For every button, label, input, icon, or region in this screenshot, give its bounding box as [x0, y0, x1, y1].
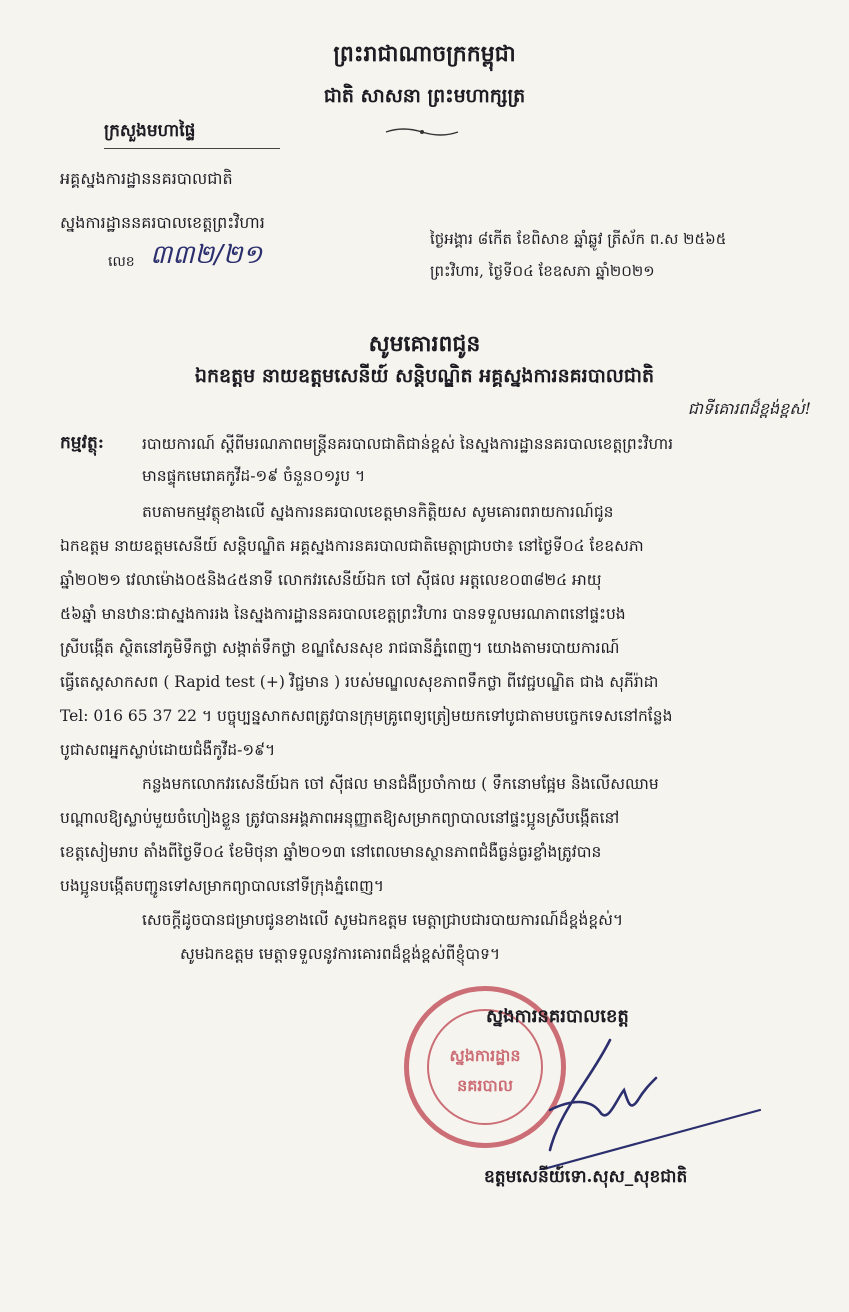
body-line: ស្រីបង្កើត ស្ថិតនៅភូមិទឹកថ្លា សង្កាត់ទឹកថ្លា ខណ្ឌសែនសុខ រាជធានីភ្នំពេញ។ យោងតាមរបាយការណ៍ [60, 639, 620, 657]
ministry-underline [104, 148, 280, 149]
signatory-title: ស្នងការនគរបាលខេត្ត [486, 1006, 629, 1027]
signer-name: ឧត្តមសេនីយ៍ទោ.សុស_សុខជាតិ [484, 1167, 688, 1187]
department-line-2: ស្នងការដ្ឋាននគរបាលខេត្តព្រះវិហារ [60, 213, 265, 232]
lunar-date: ថ្ងៃអង្គារ ៨កេីត ខែពិសាខ ឆ្នាំឆ្លូវ ត្រីស័ក ព.ស ២៥៦៥ [430, 230, 727, 248]
body-line: ឯកឧត្តម នាយឧត្តមសេនីយ៍ សន្តិបណ្ឌិត អគ្គស្នងការនគរបាលជាតិមេត្តាជ្រាបថា៖ នៅថ្ងៃទី០៤ ខែឧសភា [60, 537, 644, 555]
handwritten-signature [520, 1020, 780, 1170]
reference-number: ៣៣២/២១ [150, 240, 263, 270]
subject-line-2: មានផ្ទុកមេរោគកូវីដ-១៩ ចំនួន០១រូប ។ [142, 467, 366, 485]
body-line: បូជាសពអ្នកស្លាប់ដោយជំងឺកូវីដ-១៩។ [60, 741, 276, 759]
solar-date: ព្រះវិហារ, ថ្ងៃទី០៤ ខែឧសភា ឆ្នាំ២០២១ [430, 262, 655, 280]
body-line: ឆ្នាំ២០២១ វេលាម៉ោង០៥និង៤៥នាទី លោកវរសេនីយ៍ឯក ចៅ ស៊ីផល អត្តលេខ០៣៨២៤ អាយុ [60, 571, 602, 589]
kingdom-title: ព្រះរាជាណាចក្រកម្ពុជា [333, 41, 516, 67]
body-line: ធ្វើតេស្តសាកសព ( Rapid test (+) វិជ្ជមាន ) របស់មណ្ឌលសុខភាពទឹកថ្លា ពីវេជ្ជបណ្ឌិត ជាង សុភីរ៉ាដា [60, 673, 659, 691]
subject-label: កម្មវត្ថុ: [60, 433, 105, 453]
department-line-1: អគ្គស្នងការដ្ឋាននគរបាលជាតិ [60, 169, 233, 188]
national-motto: ជាតិ សាសនា ព្រះមហាក្សត្រ [323, 85, 526, 107]
body-line: បងប្អូនបង្កើតបញ្ជូនទៅសម្រាកព្យាបាលនៅទីក្រុងភ្នំពេញ។ [60, 877, 384, 895]
body-line: Tel: 016 65 37 22 ។ បច្ចុប្បន្នសាកសពត្រូវបានក្រុមគ្រូពេទ្យត្រៀមយកទៅបូជាតាមបច្ចេកទេសនៅកន្លែង [60, 707, 673, 725]
body-line: កន្លងមកលោកវរសេនីយ៍ឯក ចៅ ស៊ីផល មានជំងឺប្រចាំកាយ ( ទឹកនោមផ្អែម និងលើសឈាម [142, 775, 659, 793]
respect-heading: សូមគោរពជូន [368, 331, 481, 357]
body-line: ខេត្តសៀមរាប តាំងពីថ្ងៃទី០៤ ខែមិថុនា ឆ្នាំ២០១៣ នៅពេលមានស្ថានភាពជំងឺធ្ងន់ធ្ងរខ្លាំងត្រូវបាន [60, 843, 602, 861]
subject-line-1: របាយការណ៍ ស្តីពីមរណភាពមន្ត្រីនគរបាលជាតិជាន់ខ្ពស់ នៃស្នងការដ្ឋាននគរបាលខេត្តព្រះវិហារ [142, 435, 674, 453]
body-line: តបតាមកម្មវត្ថុខាងលើ ស្នងការនគរបាលខេត្តមានកិត្តិយស សូមគោរពរាយការណ៍ជូន [142, 503, 614, 521]
body-line: សេចក្តីដូចបានជម្រាបជូនខាងលើ សូមឯកឧត្តម មេត្តាជ្រាបជារបាយការណ៍ដ៏ខ្ពង់ខ្ពស់។ [142, 911, 624, 929]
stamp-text: នគរបាល [457, 1076, 513, 1095]
body-line: សូមឯកឧត្តម មេត្តាទទួលនូវការគោរពដ៏ខ្ពង់ខ្ពស់ពីខ្ញុំបាទ។ [180, 945, 501, 963]
reference-label: លេខ [108, 254, 135, 270]
body-line: បណ្តាលឱ្យស្លាប់មួយចំហៀងខ្លួន ត្រូវបានអង្គភាពអនុញ្ញាតឱ្យសម្រាកព្យាបាលនៅផ្ទះប្អូនស្រីបង្កើតនៅ [60, 809, 620, 827]
ministry-name: ក្រសួងមហាផ្ទៃ [104, 121, 196, 141]
stamp-text: ស្នងការដ្ឋាន [449, 1046, 521, 1065]
honor-phrase: ជាទីគោរពដ៏ខ្ពង់ខ្ពស់! [687, 399, 811, 418]
body-line: ៥៦ឆ្នាំ មានឋានៈជាស្នងការរង នៃស្នងការដ្ឋាននគរបាលខេត្តព្រះវិហារ បានទទួលមរណភាពនៅផ្ទះបង [60, 605, 626, 623]
ornament-divider [384, 126, 460, 138]
recipient-line: ឯកឧត្តម នាយឧត្តមសេនីយ៍ សន្តិបណ្ឌិត អគ្គស្នងការនគរបាលជាតិ [194, 365, 655, 387]
